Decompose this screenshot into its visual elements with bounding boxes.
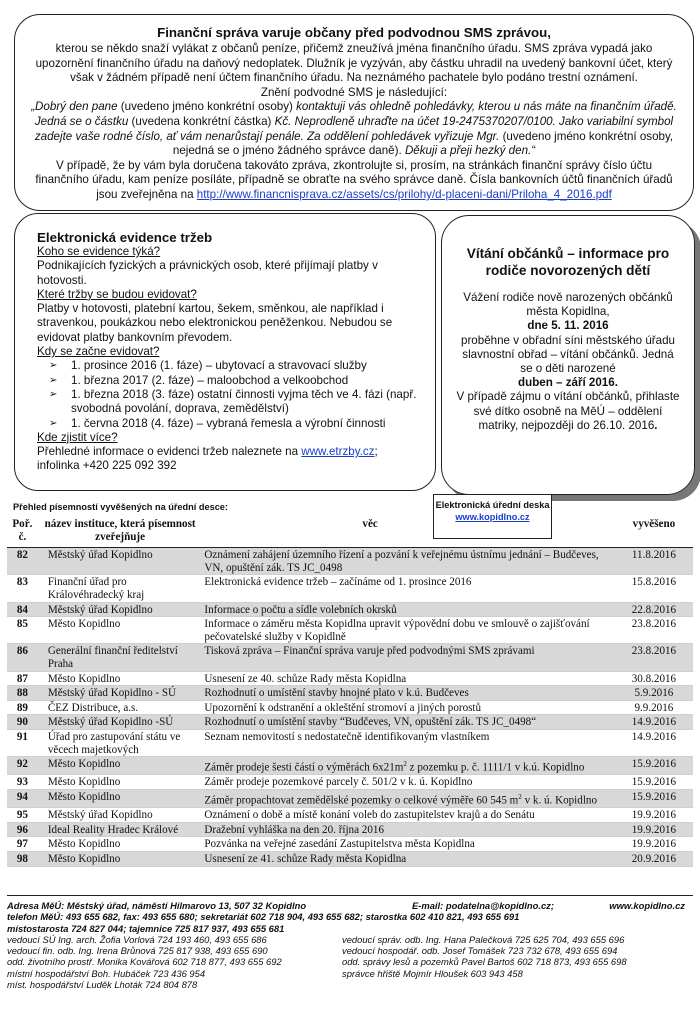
row-date: 23.8.2016: [615, 644, 693, 671]
board-table-wrap: [7, 517, 693, 867]
row-date: 30.8.2016: [631, 672, 677, 685]
footer-phones: telefon MěÚ: 493 655 682, fax: 493 655 680; sekretariát 602 718 904, 493 655 682; starostka 602 410 821, 493 655 691: [7, 911, 520, 923]
table-row: [7, 837, 693, 852]
footer-contact: odd. správy lesů a pozemků Pavel Bartoš 602 718 873, 493 655 698: [342, 956, 627, 968]
footer-contacts-right: [342, 934, 693, 990]
eet-answer: Platby v hotovosti, platební kartou, šekem, směnkou, ale například i stravenkou, poukázkou nebo elektronickou peněženkou. Nebudou se evidovat platby bankovním převodem.: [37, 302, 393, 344]
table-row: [7, 808, 693, 823]
row-number: 82: [7, 548, 38, 575]
row-date: 11.8.2016: [615, 548, 693, 575]
eet-question: Kde zjistit více?: [37, 430, 118, 444]
row-number: 98: [7, 852, 38, 867]
footer-contact: místní hospodářství Boh. Hubáček 723 436 954: [7, 967, 206, 979]
welcome-text: Vážení rodiče nově narozených občánků města Kopidlna,: [463, 291, 673, 319]
eet-question: Koho se evidence týká?: [37, 245, 161, 258]
row-subject: Pozvánka na veřejné zasedání Zastupitelstva města Kopidlna: [204, 838, 475, 851]
row-institution: ČEZ Distribuce, a.s.: [47, 701, 139, 714]
table-row: [7, 700, 693, 715]
row-institution: Městský úřad Kopidlno: [38, 602, 203, 617]
sms-warning-paragraph: kterou se někdo snaží vylákat z občanů peníze, přičemž zneužívá jména finančního úřadu. SMS zpráva vypadá jako upozornění finančního úřadu na daňový nedoplatek. Dlužník je vyzýván, aby částku uhradil na uvedený bankovní účet, který však v žádném případě není účtem finančního úřadu. Na neznámého pachatele bylo podáno trestní oznámení.: [35, 42, 673, 85]
row-number: 94: [7, 789, 38, 807]
quote-part: (uvedeno jméno konkrétní osoby): [120, 100, 293, 114]
header-subject: věc: [362, 518, 378, 530]
quote-part: Děkuji a přeji hezký den.“: [404, 144, 536, 158]
row-date: 20.9.2016: [615, 852, 693, 867]
welcome-signup: V případě zájmu o vítání občánků, přihlaste své dítko osobně na MěÚ – oddělení matriky, nejpozději do 26.10. 2016.: [456, 390, 680, 432]
row-subject: Oznámení zahájení územního řízení a pozvání k veřejnému ústnímu jednání – Budčeves, VN, opuštění zák. TS JC_0498: [202, 548, 614, 575]
footer-contact: odd. životního prostř. Monika Kovářová 602 718 877, 493 655 692: [7, 956, 282, 968]
row-subject: Záměr prodeje pozemkové parcely č. 501/2 v k. ú. Kopidlno: [204, 776, 473, 789]
row-subject: Dražební vyhláška na den 20. října 2016: [202, 822, 614, 837]
row-subject: Rozhodnutí o umístění stavby hnojné plato v k.ú. Budčeves: [202, 686, 614, 701]
row-number: 92: [7, 757, 38, 775]
row-subject: Seznam nemovitostí s nedostatečně identifikovaným vlastníkem: [204, 730, 490, 743]
row-institution: Městský úřad Kopidlno: [47, 809, 153, 822]
eet-question: Kdy se začne evidovat?: [37, 345, 160, 359]
row-subject: Upozornění k odstranění a okleštění stromoví a jiných porostů: [204, 701, 482, 714]
footer-contact: vedoucí fin. odb. Ing. Irena Brůnová 725 817 938, 493 655 690: [7, 945, 268, 957]
footer-web: www.kopidlno.cz: [609, 900, 685, 911]
welcome-period: duben – září 2016.: [518, 376, 618, 390]
row-institution: Úřad pro zastupování státu ve věcech majetkových: [47, 730, 181, 756]
row-date: 14.9.2016: [631, 730, 677, 743]
table-row: [7, 789, 693, 807]
sms-warning-lead: Znění podvodné SMS je následující:: [260, 85, 448, 99]
table-row: [7, 729, 693, 756]
row-number: 87: [16, 672, 28, 685]
row-number: 86: [7, 644, 38, 671]
footer-contacts-left: [7, 934, 342, 990]
row-subject: Elektronická evidence tržeb – začínáme od 1. prosince 2016: [204, 576, 472, 589]
header-num: Poř. č.: [12, 518, 33, 543]
row-date: 19.9.2016: [615, 822, 693, 837]
footer-contact: vedoucí SÚ Ing. arch. Žofia Vorlová 724 193 460, 493 655 686: [7, 933, 267, 945]
row-institution: Město Kopidlno: [47, 618, 121, 631]
eet-phase-list: [37, 359, 423, 430]
row-number: 93: [16, 776, 28, 789]
footer-contact-columns: [7, 934, 693, 990]
table-row: [7, 715, 693, 730]
eet-phase-item: ➢ 1. března 2017 (2. fáze) – maloobchod a velkoobchod: [37, 374, 423, 388]
row-date: 19.9.2016: [631, 809, 677, 822]
row-number: 83: [16, 576, 28, 589]
sms-warning-title: Finanční správa varuje občany před podvodnou SMS zprávou,: [157, 25, 551, 40]
board-table-body: [7, 548, 693, 866]
table-row: [7, 602, 693, 617]
row-institution: Městský úřad Kopidlno: [38, 548, 203, 575]
row-date: 15.9.2016: [615, 789, 693, 807]
row-date: 5.9.2016: [615, 686, 693, 701]
eet-phase-item: ➢ 1. prosince 2016 (1. fáze) – ubytovací a stravovací služby: [37, 359, 423, 373]
quote-part: „Dobrý den pane: [31, 100, 118, 114]
row-date: 14.9.2016: [615, 715, 693, 730]
footer-contact: vedoucí hospodář. odb. Josef Tomášek 723 732 678, 493 655 694: [342, 945, 618, 957]
footer-contact: míst. hospodářství Luděk Lhoták 724 804 878: [7, 979, 198, 991]
row-institution: Městský úřad Kopidlno -SÚ: [38, 715, 203, 730]
welcome-date: dne 5. 11. 2016: [527, 319, 609, 333]
row-number: 90: [7, 715, 38, 730]
footer-contacts: [7, 895, 693, 990]
row-date: 9.9.2016: [634, 701, 674, 714]
table-row: [7, 775, 693, 790]
header-date: vyvěšeno: [632, 518, 676, 530]
welcome-deadline: 26.10. 2016: [593, 418, 655, 432]
header-inst: název instituce, která písemnost zveřejňuje: [44, 518, 196, 543]
row-date: 15.9.2016: [631, 776, 677, 789]
subject-text: Záměr propachtovat zemědělské pozemky o celkové výměře 60 545 m: [204, 794, 519, 807]
row-institution: Město Kopidlno: [38, 757, 203, 775]
table-row: [7, 671, 693, 686]
row-institution: Město Kopidlno: [47, 672, 121, 685]
row-number: 89: [16, 701, 28, 714]
row-institution: Ideal Reality Hradec Králové: [38, 822, 203, 837]
welcome-text: V případě zájmu o vítání občánků, přihlaste své dítko osobně na MěÚ – oddělení matriky, nejpozději do: [456, 390, 680, 432]
row-subject: Informace o počtu a sídle volebních okrsků: [202, 602, 614, 617]
row-institution: Generální finanční ředitelství Praha: [38, 644, 203, 671]
subject-text: z pozemku p. č. 1111/1 v k.ú. Kopidlno: [406, 761, 585, 774]
row-institution: Město Kopidlno: [47, 776, 121, 789]
row-date: 15.8.2016: [631, 576, 677, 589]
table-row: [7, 548, 693, 575]
row-subject: Usnesení ze 40. schůze Rady města Kopidlna: [204, 672, 407, 685]
row-date: 15.9.2016: [615, 757, 693, 775]
electronic-board-link[interactable]: www.kopidlno.cz: [455, 512, 530, 522]
row-number: 88: [7, 686, 38, 701]
footer-address-line: [7, 900, 693, 911]
eet-title: Elektronická evidence tržeb: [37, 230, 213, 245]
sms-quote: [29, 100, 679, 158]
row-subject: Rozhodnutí o umístění stavby “Budčeves, VN, opuštění zák. TS JC_0498“: [202, 715, 614, 730]
row-institution: Město Kopidlno: [38, 852, 203, 867]
row-subject: Informace o záměru města Kopidlna upravit výpovědní dobu ve smlouvě o zajišťování pečovatelské služby v Kopidlně: [204, 618, 590, 643]
footer-contact: vedoucí správ. odb. Ing. Hana Palečková 725 625 704, 493 655 696: [342, 933, 625, 945]
financni-sprava-link[interactable]: http://www.financnisprava.cz/assets/cs/prilohy/d-placeni-dani/Priloha_4_2016.pdf: [196, 187, 612, 201]
row-subject: Tisková zpráva – Finanční správa varuje před podvodnými SMS zprávami: [202, 644, 614, 671]
table-row: [7, 575, 693, 602]
etrzby-link[interactable]: www.etrzby.cz: [301, 445, 375, 459]
row-number: 95: [16, 809, 28, 822]
row-institution: Město Kopidlno: [38, 789, 203, 807]
eet-question: Které tržby se budou evidovat?: [37, 287, 197, 301]
welcome-title: Vítání občánků – informace pro rodiče novorozených dětí: [466, 246, 670, 278]
board-overview-label: Přehled písemností vyvěšených na úřední desce:: [13, 502, 228, 512]
row-subject: [202, 757, 614, 775]
row-number: 91: [16, 730, 28, 743]
table-row: [7, 822, 693, 837]
row-subject: [202, 789, 614, 807]
quote-part: kontaktuji vás ohledně pohledávky, kterou u nás máte na finančním úřadě. Jedná se o částku: [34, 100, 677, 128]
eet-answer: [37, 445, 423, 474]
row-institution: Městský úřad Kopidlno - SÚ: [38, 686, 203, 701]
electronic-board-title: Elektronická úřední deska: [435, 500, 550, 510]
table-row: [7, 617, 693, 644]
row-institution: Finanční úřad pro Královéhradecký kraj: [47, 576, 145, 601]
welcome-newborns-box: [441, 215, 695, 495]
advice-text: V případě, že by vám byla doručena takováto zpráva, zkontrolujte si, prosím, na stránkách finanční správy číslo účtu finančního úřadu, kam peníze posíláte, případně se obraťte na svého správce daně. Čísla bankovních účtů finančních úřadů jsou zveřejněna na: [35, 158, 673, 201]
eet-phase-item: ➢ 1. června 2018 (4. fáze) – vybraná řemesla a výrobní činnosti: [37, 417, 423, 431]
footer-email: E-mail: podatelna@kopidlno.cz;: [412, 900, 554, 911]
table-row: [7, 686, 693, 701]
eet-answer: Podnikajících fyzických a právnických osob, které přijímají platby v hotovosti.: [37, 259, 378, 287]
quote-part: (uvedena konkrétní částka): [131, 114, 272, 128]
table-row: [7, 757, 693, 775]
subject-superscript: 2: [403, 760, 407, 769]
subject-text: Záměr prodeje šesti částí o výměrách 6x21m: [204, 761, 404, 774]
row-number: 97: [16, 838, 28, 851]
footer-deputies: místostarosta 724 827 044; tajemnice 725 817 937, 493 655 681: [7, 922, 285, 934]
row-date: 19.9.2016: [631, 838, 677, 851]
row-subject: Oznámení o době a místě konání voleb do zastupitelstev krajů a do Senátu: [204, 809, 535, 822]
eet-phase-item: ➢ 1. března 2018 (3. fáze) ostatní činnosti vyjma těch ve 4. fázi (např. svobodná povolání, doprava, zemědělství): [37, 388, 423, 417]
row-date: 23.8.2016: [631, 618, 677, 631]
row-subject: Usnesení ze 41. schůze Rady města Kopidlna: [202, 852, 614, 867]
eet-info-box: [14, 213, 436, 491]
table-header-row: [7, 517, 693, 548]
quote-part: Kč. Neprodleně uhraďte na účet 19-2475370207/0100. Jako variabilní symbol zadejte vaše rodné číslo, ať vám nenarůstají penále. Za oddělení pohledávek vyřizuje Mgr.: [34, 114, 674, 143]
eet-more-info: Přehledné informace o evidenci tržeb naleznete na: [37, 445, 299, 459]
board-table: [7, 517, 693, 867]
sms-warning-box: [14, 14, 694, 211]
row-number: 85: [16, 618, 28, 631]
table-row: [7, 644, 693, 671]
subject-text: v k. ú. Kopidlno: [521, 794, 597, 807]
table-row: [7, 852, 693, 867]
row-institution: Město Kopidlno: [47, 838, 121, 851]
row-number: 96: [7, 822, 38, 837]
footer-address: Adresa MěÚ: Městský úřad, náměstí Hilmarovo 13, 507 32 Kopidlno: [7, 900, 307, 911]
quote-part: (uvedeno jméno konkrétní osoby, nejedná se o jméno žádného správce daně).: [172, 129, 674, 158]
welcome-text: proběhne v obřadní síni městského úřadu slavnostní obřad – vítání občánků. Jedná se o děti narozené: [461, 333, 675, 376]
sms-advice: [29, 159, 679, 203]
subject-superscript: 2: [518, 792, 522, 801]
eet-infoline: ; infolinka +420 225 092 392: [37, 445, 378, 473]
row-number: 84: [7, 602, 38, 617]
footer-contact: správce hřiště Mojmír Hloušek 603 943 458: [342, 967, 523, 979]
row-date: 22.8.2016: [615, 602, 693, 617]
